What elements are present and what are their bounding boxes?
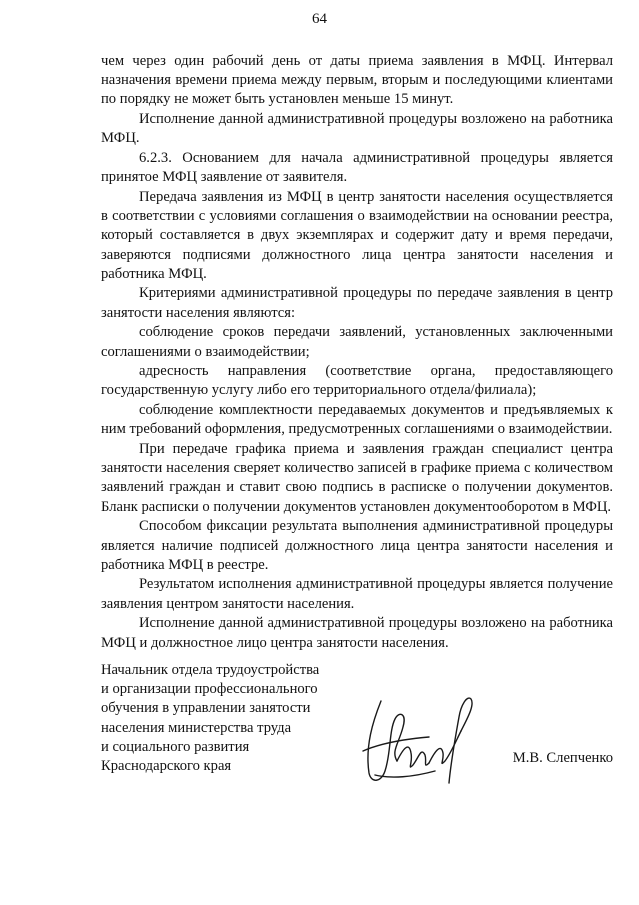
signer-position-line: и организации профессионального [101, 681, 318, 698]
paragraph: соблюдение комплектности передаваемых документов и предъявляемых к ним требований оформления, предусмотренных соглашениями о взаимодействии. [101, 402, 613, 438]
paragraph: Исполнение данной административной процедуры возложено на работника МФЦ. [101, 111, 613, 147]
paragraph: Передача заявления из МФЦ в центр занятости населения осуществляется в соответствии с условиями соглашения о взаимодействии на основании реестра, который составляется в двух экземплярах и содержит дату и время передачи, заверяются подписями должностного лица центра занятости населения и работника МФЦ. [101, 188, 613, 282]
paragraph: 6.2.3. Основанием для начала административной процедуры является принятое МФЦ заявление от заявителя. [101, 150, 613, 186]
signer-position-line: обучения в управлении занятости [101, 700, 311, 717]
paragraph: Способом фиксации результата выполнения административной процедуры является наличие подписей должностного лица центра занятости населения и работника МФЦ в реестре. [101, 518, 613, 573]
signer-name: М.В. Слепченко [512, 750, 613, 766]
page-number: 64 [312, 11, 327, 27]
signature-block [101, 661, 613, 781]
paragraph: Результатом исполнения административной процедуры является получение заявления центром занятости населения. [101, 576, 613, 612]
handwritten-signature-icon [351, 691, 491, 791]
paragraph: Исполнение данной административной процедуры возложено на работника МФЦ и должностное лицо центра занятости населения. [101, 615, 613, 651]
document-body [101, 52, 613, 653]
signer-position-line: населения министерства труда [101, 719, 292, 736]
signer-position [101, 661, 361, 776]
paragraph: адресность направления (соответствие органа, предоставляющего государственную услугу либо его территориального отдела/филиала); [101, 363, 613, 399]
paragraph: соблюдение сроков передачи заявлений, установленных заключенными соглашениями о взаимодействии; [101, 324, 613, 360]
paragraph: чем через один рабочий день от даты приема заявления в МФЦ. Интервал назначения времени приема между первым, вторым и последующими клиентами по порядку не может быть установлен меньше 15 минут. [101, 53, 613, 108]
signer-position-line: Краснодарского края [101, 758, 232, 775]
paragraph: Критериями административной процедуры по передаче заявления в центр занятости населения являются: [101, 285, 613, 321]
signer-position-line: и социального развития [101, 738, 250, 755]
paragraph: При передаче графика приема и заявления граждан специалист центра занятости населения сверяет количество записей в графике приема с количеством заявлений граждан и ставит свою подпись в расписке о получении документов. Бланк расписки о получении документов установлен документооборотом в МФЦ. [101, 441, 613, 515]
signer-position-line: Начальник отдела трудоустройства [101, 662, 320, 678]
